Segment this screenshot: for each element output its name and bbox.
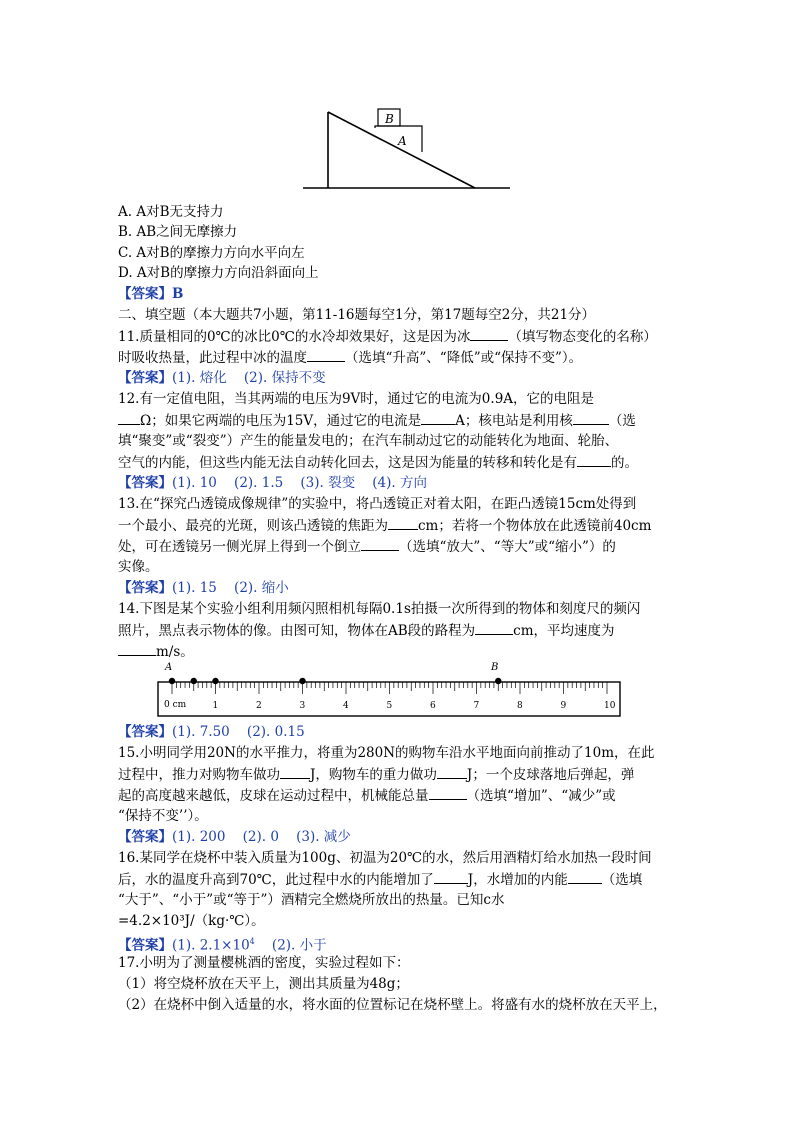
ruler-figure <box>150 660 630 720</box>
option-c: C. A对B的摩擦力方向水平向左 <box>118 245 305 261</box>
q17-line1: 17.小明为了测量樱桃酒的密度，实验过程如下： <box>118 955 410 971</box>
photo-dot <box>212 678 218 684</box>
option-a: A. A对B无支持力 <box>118 204 224 220</box>
q14-answer: 【答案】(1). 7.50 (2). 0.15 <box>118 724 305 740</box>
ruler-number: 6 <box>430 701 436 711</box>
point-b-label: B <box>491 662 499 673</box>
q15-line3: 起的高度越来越低，皮球在运动过程中，机械能总量 （选填“增加”、“减少”或 <box>118 785 616 806</box>
q13-line1: 13.在“探究凸透镜成像规律”的实验中，将凸透镜正对着太阳，在距凸透镜15cm处得到 <box>118 496 637 512</box>
answer-value: B <box>172 286 184 302</box>
ruler-number: 8 <box>517 701 523 711</box>
ruler-number: 10 <box>604 701 616 711</box>
photo-dot <box>299 678 305 684</box>
ruler-number: 5 <box>386 701 393 711</box>
q13-line3: 处，可在透镜另一侧光屏上得到一个倒立 （选填“放大”、“等大”或“缩小”）的 <box>118 536 616 557</box>
q16-line4: =4.2×10³J/（kg·℃）。 <box>118 913 265 929</box>
q13-answer: 【答案】(1). 15 (2). 缩小 <box>118 580 289 596</box>
ruler-unit: 0 cm <box>164 700 187 710</box>
q15-answer: 【答案】(1). 200 (2). 0 (3). 减少 <box>118 829 351 845</box>
photo-dot <box>191 678 197 684</box>
q12-line4: 空气的内能，但这些内能无法自动转化回去，这是因为能量的转移和转化是有 的。 <box>118 452 638 473</box>
q12-line1: 12.有一定值电阻，当其两端的电压为9V时，通过它的电流为0.9A，它的电阻是 <box>118 391 595 407</box>
q13-line2: 一个最小、最亮的光斑，则该凸透镜的焦距为 cm；若将一个物体放在此透镜前40cm <box>118 515 651 536</box>
q11-line2: 时吸收热量，此过程中冰的温度 （选填“升高”、“降低”或“保持不变”）。 <box>118 347 582 368</box>
ruler-number: 7 <box>473 701 480 711</box>
incline-figure <box>300 105 520 195</box>
q12-answer: 【答案】(1). 10 (2). 1.5 (3). 裂变 (4). 方向 <box>118 475 427 491</box>
q17-line2: （1）将空烧杯放在天平上，测出其质量为48g； <box>118 976 409 992</box>
option-d: D. A对B的摩擦力方向沿斜面向上 <box>118 265 319 281</box>
q12-line2: Ω；如果它两端的电压为15V，通过它的电流是 A；核电站是利用核 （选 <box>118 410 636 431</box>
q14-line3: m/s。 <box>118 641 194 662</box>
q11-line1: 11.质量相同的0℃的冰比0℃的水冷却效果好，这是因为冰 （填写物态变化的名称） <box>118 326 657 347</box>
section-title: 二、填空题（本大题共7小题，第11-16题每空1分，第17题每空2分，共21分） <box>118 307 596 323</box>
q15-line2: 过程中，推力对购物车做功 J，购物车的重力做功 J；一个皮球落地后弹起，弹 <box>118 764 634 785</box>
ruler-number: 1 <box>212 701 219 711</box>
answer-label: 【答案】 <box>118 286 172 302</box>
q11-answer: 【答案】(1). 熔化 (2). 保持不变 <box>118 370 326 386</box>
label-b: B <box>385 112 394 126</box>
q16-line1: 16.某同学在烧杯中装入质量为100g、初温为20℃的水，然后用酒精灯给水加热一段时间 <box>118 850 652 866</box>
q14-line2: 照片，黑点表示物体的像。由图可知，物体在AB段的路程为 cm，平均速度为 <box>118 620 615 641</box>
q16-line2: 后，水的温度升高到70℃，此过程中水的内能增加了 J，水增加的内能 （选填 <box>118 869 642 890</box>
label-a: A <box>398 134 407 148</box>
q17-line3: （2）在烧杯中倒入适量的水，将水面的位置标记在烧杯壁上。将盛有水的烧杯放在天平上， <box>118 997 667 1013</box>
point-a-label: A <box>165 662 173 673</box>
ruler-number: 9 <box>560 701 567 711</box>
option-b: B. AB之间无摩擦力 <box>118 224 238 240</box>
ruler-number: 2 <box>256 701 262 711</box>
q16-line3: “大于”、“小于”或“等于”）酒精完全燃烧所放出的热量。已知c水 <box>118 892 505 908</box>
q14-line1: 14.下图是某个实验小组利用频闪照相机每隔0.1s拍摄一次所得到的物体和刻度尺的频闪 <box>118 601 641 617</box>
q10-answer <box>118 284 183 304</box>
ruler-number: 3 <box>299 701 306 711</box>
q13-line4: 实像。 <box>118 559 159 575</box>
ruler-number: 4 <box>343 701 349 711</box>
photo-dot <box>169 678 175 684</box>
q15-line1: 15.小明同学用20N的水平推力，将重为280N的购物车沿水平地面向前推动了10m，在此 <box>118 745 655 761</box>
q12-line3: 填“聚变”或“裂变”）产生的能量发电的；在汽车制动过它的动能转化为地面、轮胎、 <box>118 433 619 449</box>
q15-line4: “保持不变’’）。 <box>118 808 208 824</box>
photo-dot <box>495 678 501 684</box>
q16-answer: 【答案】(1). $2.1\times 10^4$ (2). 小于 <box>118 937 327 954</box>
